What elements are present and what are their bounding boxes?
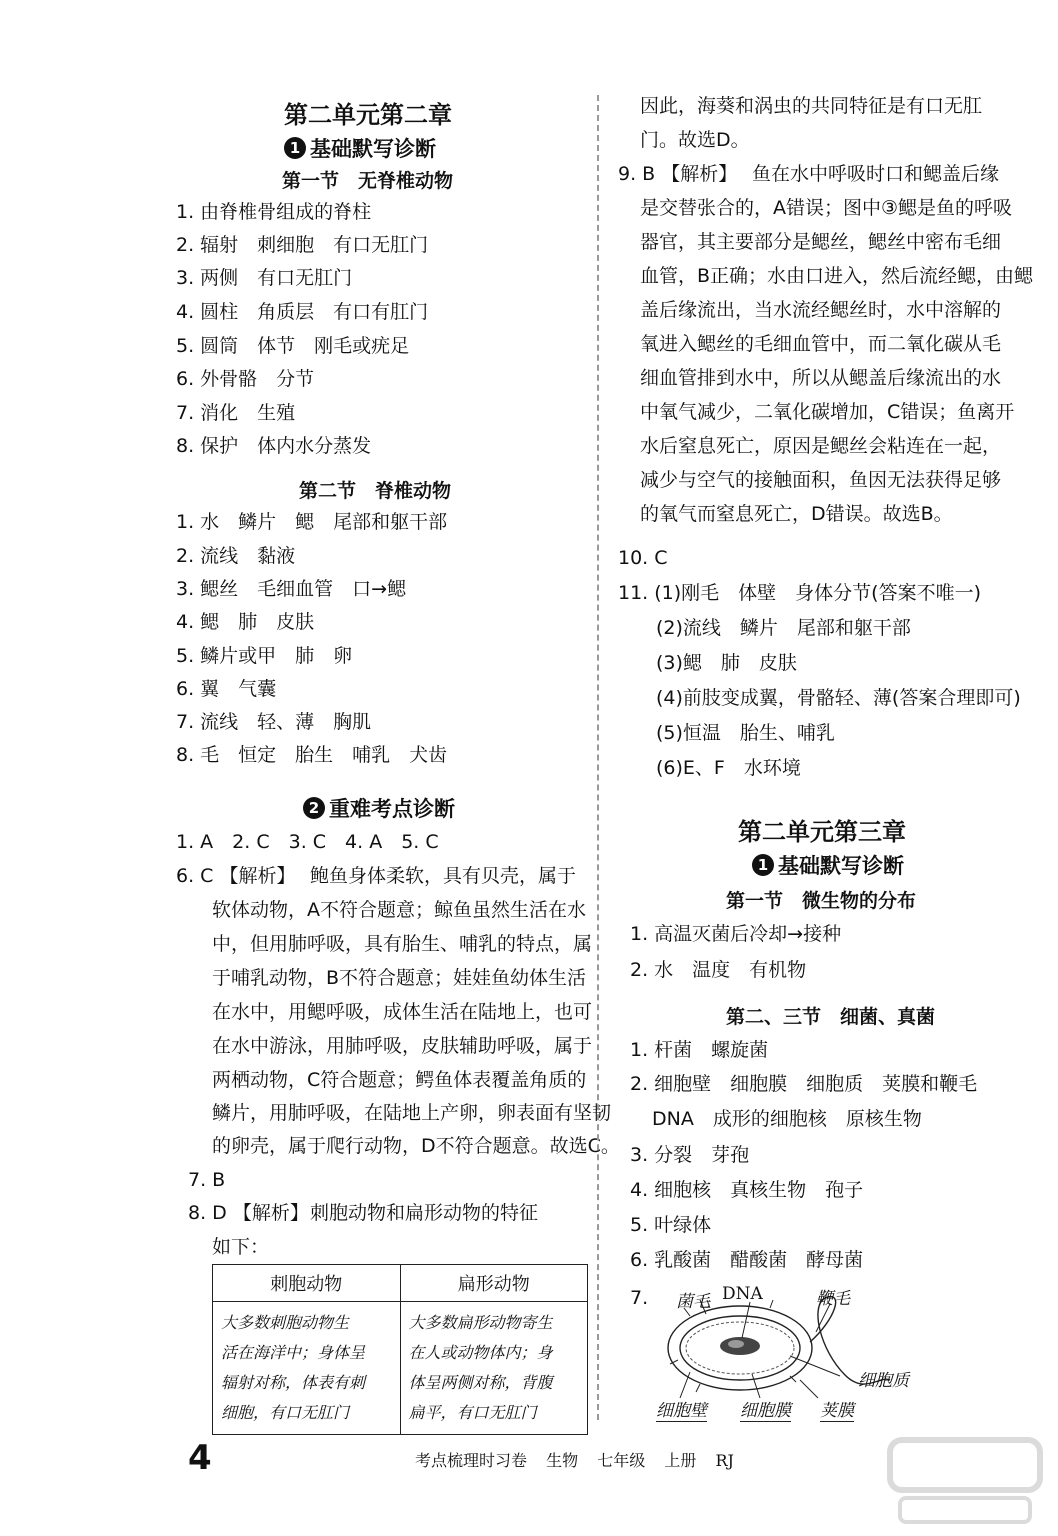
list-item: 3. 鳃丝 毛细血管 口→鳃: [176, 578, 407, 600]
q9-line: 器官，其主要部分是鳃丝，鳃丝中密布毛细: [640, 231, 1002, 253]
list-item: 7. 消化 生殖: [176, 402, 296, 424]
list-item: 8. 毛 恒定 胎生 哺乳 犬齿: [176, 744, 448, 766]
q9-line: 盖后缘流出，当水流经鳃丝时，水中溶解的: [640, 299, 1002, 321]
label-cell-membrane: 细胞膜: [740, 1396, 791, 1422]
q11-line: (5)恒温 胎生、哺乳: [656, 722, 835, 744]
q7-number: 7.: [630, 1287, 649, 1309]
label-cell-wall: 细胞壁: [656, 1396, 707, 1422]
q6-line: 鲍鱼身体柔软，具有贝壳，属于: [310, 865, 577, 887]
part-title-invertebrates: 第一节 无脊椎动物: [282, 170, 454, 192]
q11-line: (4)前肢变成翼，骨骼轻、薄(答案合理即可): [656, 687, 1021, 709]
table-cell: 大多数扁形动物寄生 在人或动物体内；身 体呈两侧对称，背腹 扁平，有口无肛门: [400, 1302, 588, 1435]
table-header: 扁形动物: [400, 1265, 588, 1302]
list-item: 1. 杆菌 螺旋菌: [630, 1039, 769, 1061]
footer-volume: 上册: [664, 1451, 697, 1470]
list-item: 2. 水 温度 有机物: [630, 959, 807, 981]
label-capsule: 荚膜: [820, 1396, 854, 1422]
q6-line: 鳞片，用肺呼吸，在陆地上产卵，卵表面有坚韧: [212, 1102, 612, 1124]
list-item: 5. 叶绿体: [630, 1214, 712, 1236]
list-item: 5. 鳞片或甲 肺 卵: [176, 645, 353, 667]
q9-line: 中氧气减少，二氧化碳增加，C错误；鱼离开: [640, 401, 1015, 423]
q8-continued: 因此，海葵和涡虫的共同特征是有口无肛: [640, 95, 983, 117]
q6-line: 于哺乳动物，B不符合题意；娃娃鱼幼体生活: [212, 967, 587, 989]
list-item: 4. 细胞核 真核生物 孢子: [630, 1179, 864, 1201]
list-item: 1. 高温灭菌后冷却→接种: [630, 923, 842, 945]
section-badge: 2: [303, 797, 325, 819]
list-item: 7. 流线 轻、薄 胸肌: [176, 711, 372, 733]
q6-label: 6. C 【解析】: [176, 865, 296, 887]
q11-line: (2)流线 鳞片 尾部和躯干部: [656, 617, 911, 639]
list-item: 3. 两侧 有口无肛门: [176, 267, 353, 289]
q8-label: 8. D 【解析】: [188, 1202, 309, 1224]
list-item: 1. 水 鳞片 鳃 尾部和躯干部: [176, 511, 448, 533]
q11-line: 11. (1)刚毛 体壁 身体分节(答案不唯一): [618, 582, 981, 604]
list-item: 6. 翼 气囊: [176, 678, 277, 700]
list-item: 4. 圆柱 角质层 有口有肛门: [176, 301, 429, 323]
footer-info: [415, 1448, 748, 1471]
part-title-microbes: 第一节 微生物的分布: [726, 890, 917, 912]
list-item: 8. 保护 体内水分蒸发: [176, 435, 372, 457]
label-dna: DNA: [722, 1284, 763, 1304]
footer-book: 考点梳理时习卷: [415, 1451, 528, 1470]
label-cytoplasm: 细胞质: [858, 1371, 909, 1391]
q9-line: 血管，B正确；水由口进入，然后流经鳃，由鳃: [640, 265, 1034, 287]
q9-line: 是交替张合的，A错误；图中③鳃是鱼的呼吸: [640, 197, 1013, 219]
part-title-bacteria-fungi: 第二、三节 细菌、真菌: [726, 1006, 936, 1028]
q9-line: 减少与空气的接触面积，鱼因无法获得足够: [640, 469, 1002, 491]
q9-line: 细血管排到水中，所以从鳃盖后缘流出的水: [640, 367, 1002, 389]
list-item: 4. 鳃 肺 皮肤: [176, 611, 315, 633]
q11-line: (3)鳃 肺 皮肤: [656, 652, 797, 674]
answers-1-5: 1. A 2. C 3. C 4. A 5. C: [176, 831, 439, 853]
section-heading-key: [303, 793, 455, 823]
dna-cluster: [720, 1337, 760, 1355]
section-title: 基础默写诊断: [778, 854, 904, 878]
chapter-title-left: 第二单元第二章: [284, 101, 452, 129]
q8-line: 如下：: [212, 1236, 270, 1258]
q10-answer: 10. C: [618, 547, 668, 569]
leader-lines: [680, 1300, 840, 1398]
footer-grade: 七年级: [597, 1451, 646, 1470]
list-item: 2. 细胞壁 细胞膜 细胞质 荚膜和鞭毛: [630, 1073, 978, 1095]
label-flagellum: 鞭毛: [816, 1289, 850, 1309]
list-item: 3. 分裂 芽孢: [630, 1144, 750, 1166]
comparison-table: [212, 1264, 588, 1435]
watermark-logo: [880, 1430, 1050, 1530]
section-heading-basic-right: [752, 850, 904, 880]
q8-line: 刺胞动物和扁形动物的特征: [310, 1202, 539, 1224]
q6-line: 在水中游泳，用肺呼吸，皮肤辅助呼吸，属于: [212, 1035, 593, 1057]
chapter-title-right: 第二单元第三章: [738, 818, 906, 846]
list-item: 2. 辐射 刺细胞 有口无肛门: [176, 234, 429, 256]
list-item: 6. 乳酸菌 醋酸菌 酵母菌: [630, 1249, 864, 1271]
q8-continued: 门。故选D。: [640, 129, 750, 151]
list-item: DNA 成形的细胞核 原核生物: [652, 1108, 922, 1130]
section-badge: 1: [284, 137, 306, 159]
footer-edition: RJ: [715, 1451, 734, 1470]
q9-line: 氧进入鳃丝的毛细血管中，而二氧化碳从毛: [640, 333, 1002, 355]
part-title-vertebrates: 第二节 脊椎动物: [299, 480, 452, 502]
page-number: 4: [188, 1438, 212, 1478]
q6-line: 两栖动物，C符合题意；鳄鱼体表覆盖角质的: [212, 1069, 587, 1091]
q9-line: 水后窒息死亡，原因是鳃丝会粘连在一起，: [640, 435, 1002, 457]
q6-line: 中，但用肺呼吸，具有胎生、哺乳的特点，属: [212, 933, 593, 955]
q11-line: (6)E、F 水环境: [656, 757, 801, 779]
list-item: 1. 由脊椎骨组成的脊柱: [176, 201, 372, 223]
list-item: 5. 圆筒 体节 刚毛或疣足: [176, 335, 410, 357]
q6-line: 在水中，用鳃呼吸，成体生活在陆地上，也可: [212, 1001, 593, 1023]
q9-line: 鱼在水中呼吸时口和鳃盖后缘: [752, 163, 1000, 185]
q6-line: 的卵壳，属于爬行动物，D不符合题意。故选C。: [212, 1135, 620, 1157]
list-item: 2. 流线 黏液: [176, 545, 296, 567]
table-cell: 大多数刺胞动物生 活在海洋中；身体呈 辐射对称，体表有刺 细胞，有口无肛门: [213, 1302, 401, 1435]
section-title: 重难考点诊断: [329, 797, 455, 821]
q9-label: 9. B 【解析】: [618, 163, 738, 185]
section-heading-basic: [284, 133, 436, 163]
list-item: 6. 外骨骼 分节: [176, 368, 315, 390]
table-header: 刺胞动物: [213, 1265, 401, 1302]
label-pili: 菌毛: [676, 1292, 710, 1312]
section-title: 基础默写诊断: [310, 137, 436, 161]
q6-line: 软体动物，A不符合题意；鲸鱼虽然生活在水: [212, 899, 586, 921]
q7-answer: 7. B: [188, 1169, 226, 1191]
section-badge: 1: [752, 854, 774, 876]
q9-line: 的氧气而窒息死亡，D错误。故选B。: [640, 503, 953, 525]
column-divider: [597, 95, 599, 1420]
footer-subject: 生物: [546, 1451, 579, 1470]
